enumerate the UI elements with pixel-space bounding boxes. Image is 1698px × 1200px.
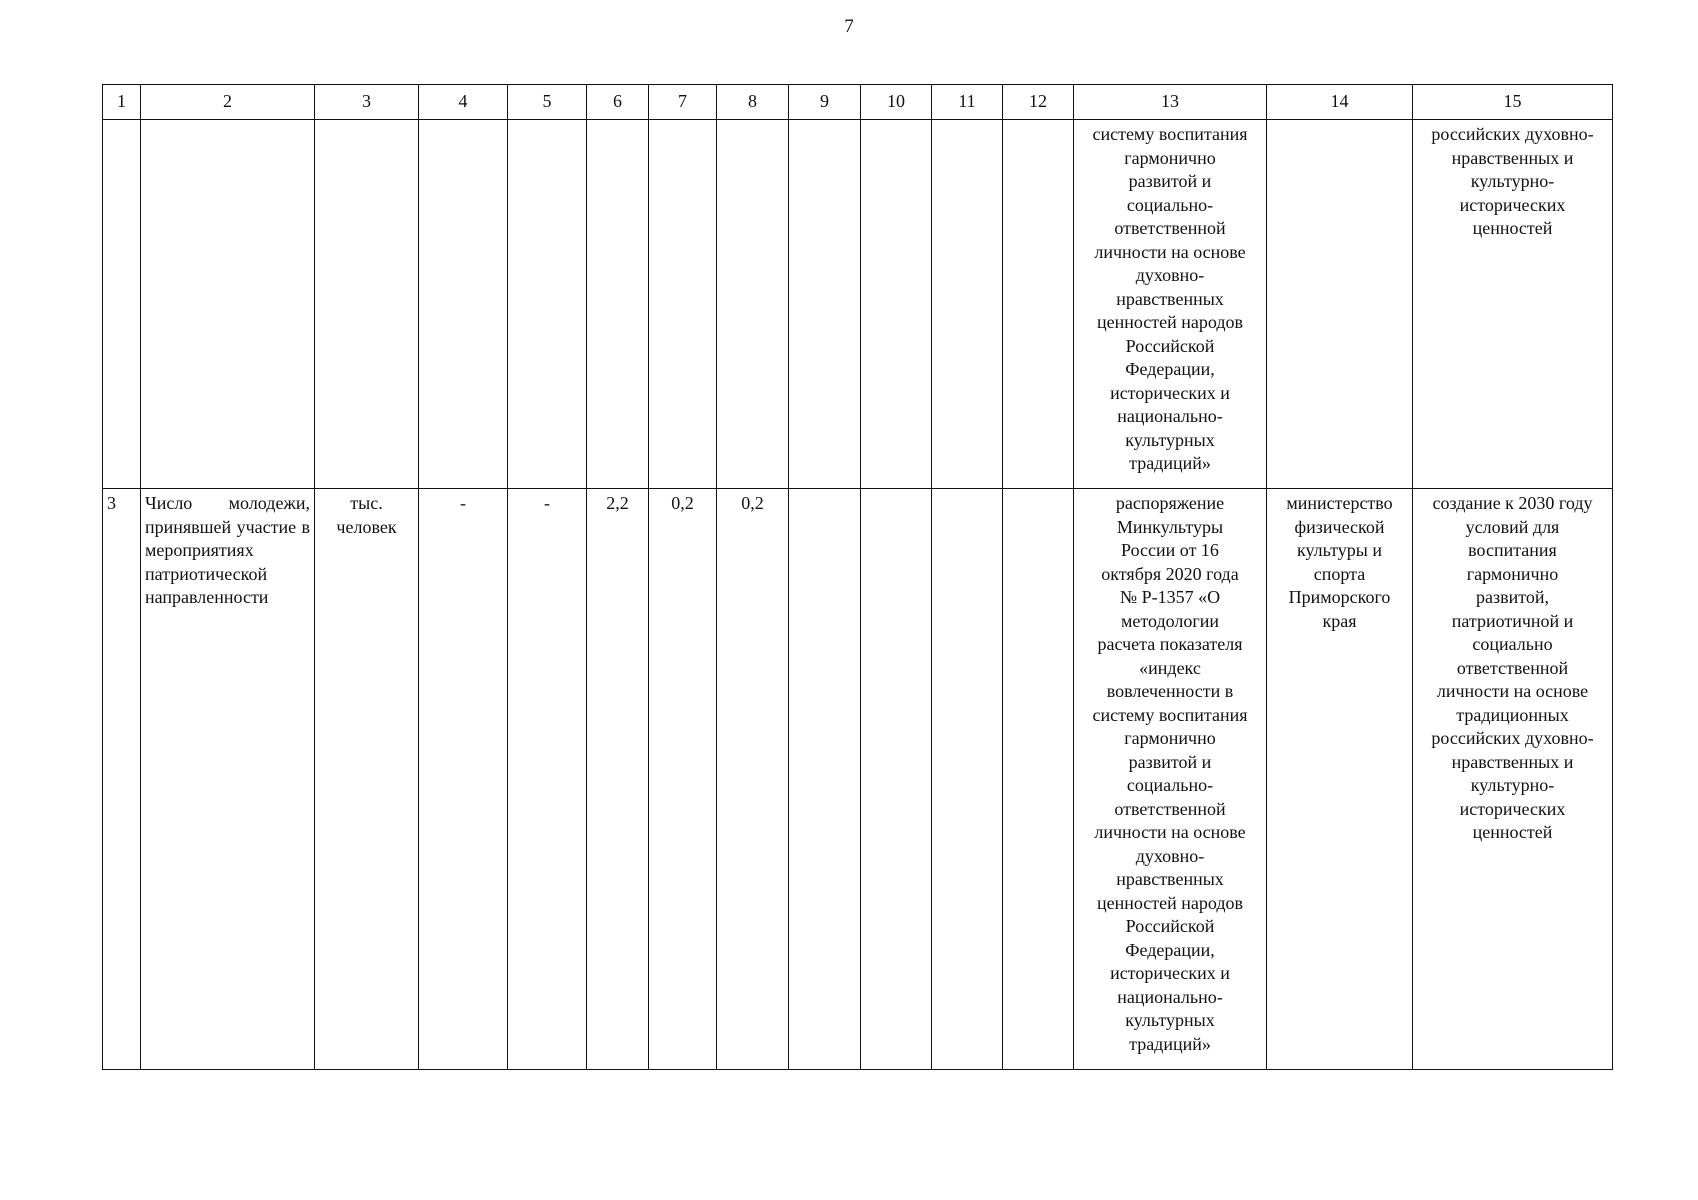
row-number-cell: 3 [103, 489, 141, 1070]
header-row [103, 85, 1613, 120]
continuation-goal-cell: российских духовно- нравственных и культурно- исторических ценностей [1413, 120, 1613, 489]
header-cell-1: 1 [103, 85, 141, 120]
value-cell-5: - [508, 489, 587, 1070]
value-cell-12 [1003, 489, 1074, 1070]
value-cell-6: 2,2 [587, 489, 649, 1070]
responsible-body-cell: министерство физической культуры и спорта Приморского края [1267, 489, 1413, 1070]
header-cell-14: 14 [1267, 85, 1413, 120]
page-number: 7 [844, 16, 854, 37]
table-cell [1003, 120, 1074, 489]
table-cell [141, 120, 315, 489]
value-cell-8: 0,2 [717, 489, 789, 1070]
unit-cell: тыс. человек [315, 489, 419, 1070]
table-cell [508, 120, 587, 489]
value-cell-4: - [419, 489, 508, 1070]
value-cell-11 [932, 489, 1003, 1070]
header-cell-15: 15 [1413, 85, 1613, 120]
goal-cell: создание к 2030 году условий для воспитания гармонично развитой, патриотичной и социально ответственной личности на основе традиционных российских духовно- нравственных и культурно- исторических ценностей [1413, 489, 1613, 1070]
table-cell [315, 120, 419, 489]
header-cell-5: 5 [508, 85, 587, 120]
header-cell-12: 12 [1003, 85, 1074, 120]
table-cell [932, 120, 1003, 489]
table-cell [649, 120, 717, 489]
indicators-table [102, 84, 1613, 1070]
value-cell-9 [789, 489, 861, 1070]
table-cell [717, 120, 789, 489]
table-cell [103, 120, 141, 489]
header-cell-10: 10 [861, 85, 932, 120]
header-cell-11: 11 [932, 85, 1003, 120]
value-cell-7: 0,2 [649, 489, 717, 1070]
continuation-basis-cell: систему воспитания гармонично развитой и социально- ответственной личности на основе духовно- нравственных ценностей народов Российской Федерации, исторических и национально- культурных традиций» [1074, 120, 1267, 489]
header-cell-6: 6 [587, 85, 649, 120]
header-cell-8: 8 [717, 85, 789, 120]
header-cell-2: 2 [141, 85, 315, 120]
header-cell-13: 13 [1074, 85, 1267, 120]
header-cell-4: 4 [419, 85, 508, 120]
value-cell-10 [861, 489, 932, 1070]
basis-document-cell: распоряжение Минкультуры России от 16 октября 2020 года № Р-1357 «О методологии расчета показателя «индекс вовлеченности в систему воспитания гармонично развитой и социально- ответственной личности на основе духовно- нравственных ценностей народов Российской Федерации, исторических и национально- культурных традиций» [1074, 489, 1267, 1070]
indicator-name-cell: Число молодежи, принявшей участие в мероприятиях патриотической направленности [141, 489, 315, 1070]
table-cell [861, 120, 932, 489]
table-cell [789, 120, 861, 489]
header-cell-7: 7 [649, 85, 717, 120]
header-cell-3: 3 [315, 85, 419, 120]
header-cell-9: 9 [789, 85, 861, 120]
table-cell [419, 120, 508, 489]
table-cell [587, 120, 649, 489]
table-cell [1267, 120, 1413, 489]
continuation-row [103, 120, 1613, 489]
table-row-3 [103, 489, 1613, 1070]
